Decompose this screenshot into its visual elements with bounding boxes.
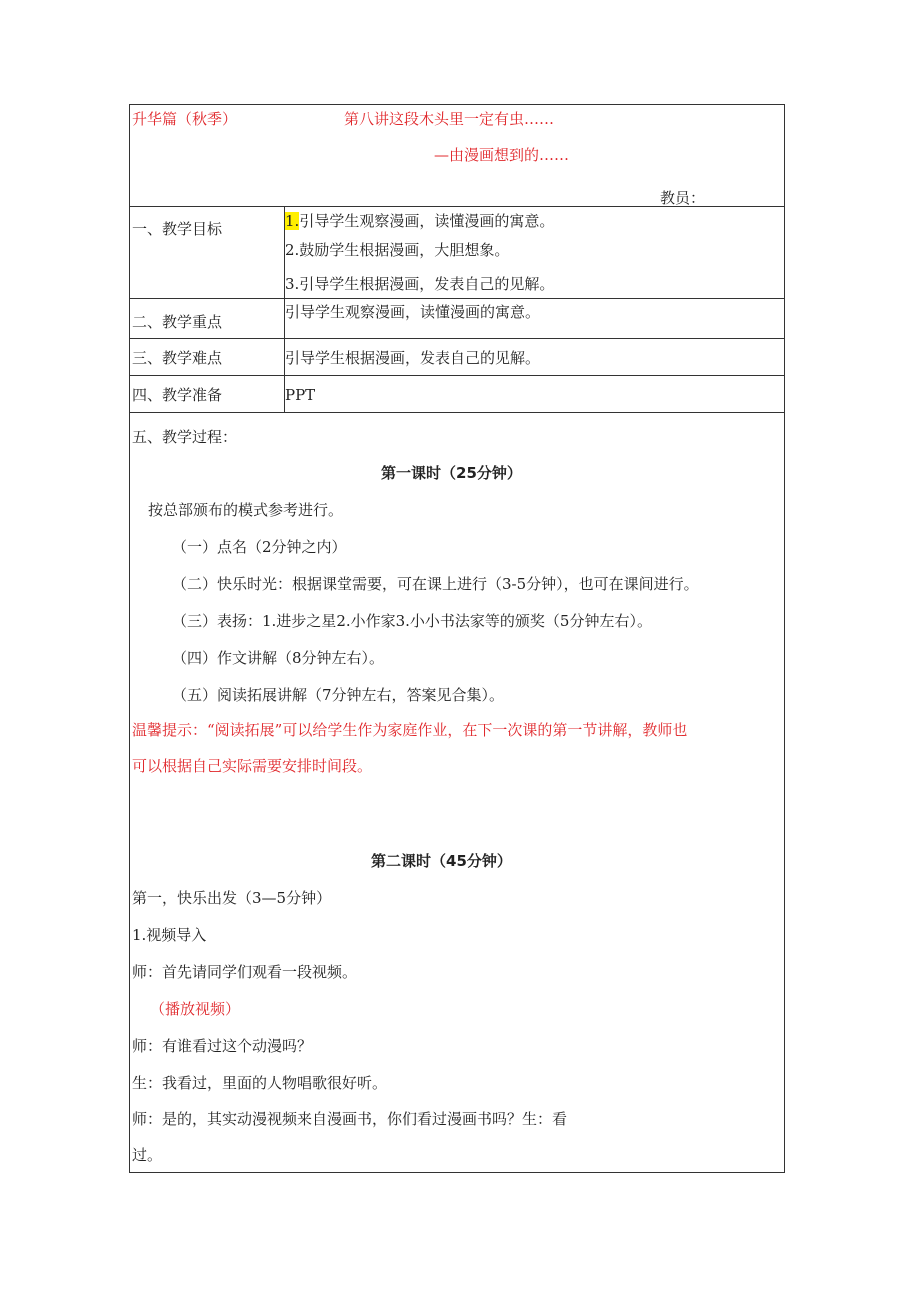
lesson-plan-table	[129, 104, 785, 1173]
keypoint-value: 引导学生观察漫画，读懂漫画的寓意。	[285, 303, 541, 321]
process-heading: 五、教学过程：	[132, 428, 238, 446]
row-divider	[130, 338, 784, 339]
session1-step: （三）表扬：1.进步之星2.小作家3.小小书法家等的颁奖（5分钟左右）。	[172, 612, 652, 630]
session2-stage-note: （播放视频）	[150, 1000, 241, 1018]
session2-line: 1.视频导入	[132, 926, 207, 944]
goal-item	[285, 211, 554, 231]
tip-line: 可以根据自己实际需要安排时间段。	[132, 757, 373, 775]
teacher-label: 教员：	[660, 189, 706, 207]
keypoint-label: 二、教学重点	[132, 313, 223, 331]
lesson-subtitle: —由漫画想到的……	[434, 146, 570, 164]
tip-line: 温馨提示：“阅读拓展”可以给学生作为家庭作业，在下一次课的第一节讲解，教师也	[132, 721, 688, 739]
session2-line: 第一，快乐出发（3—5分钟）	[132, 889, 332, 907]
session2-title: 第二课时（45分钟）	[371, 852, 512, 870]
session1-title: 第一课时（25分钟）	[381, 464, 522, 482]
goal-item: 2.鼓励学生根据漫画，大胆想象。	[285, 241, 510, 259]
goal-item: 3.引导学生根据漫画，发表自己的见解。	[285, 275, 555, 293]
row-divider	[130, 298, 784, 299]
series-label: 升华篇（秋季）	[132, 110, 238, 128]
session1-intro: 按总部颁布的模式参考进行。	[148, 501, 344, 519]
session1-step: （一）点名（2分钟之内）	[172, 538, 347, 556]
session1-step: （四）作文讲解（8分钟左右）。	[172, 649, 385, 667]
session2-line: 生：我看过，里面的人物唱歌很好听。	[132, 1074, 388, 1092]
goal-text: 引导学生观察漫画，读懂漫画的寓意。	[299, 212, 555, 230]
difficulty-value: 引导学生根据漫画，发表自己的见解。	[285, 349, 541, 367]
session1-step: （二）快乐时光：根据课堂需要，可在课上进行（3-5分钟），也可在课间进行。	[172, 575, 699, 593]
row-divider	[130, 375, 784, 376]
goal-marker: 1.	[285, 212, 300, 230]
goals-label: 一、教学目标	[132, 220, 223, 238]
lesson-title: 第八讲这段木头里一定有虫……	[344, 110, 555, 128]
difficulty-label: 三、教学难点	[132, 349, 223, 367]
session2-line: 师：是的，其实动漫视频来自漫画书，你们看过漫画书吗？生：看	[132, 1110, 568, 1128]
session2-line: 师：有谁看过这个动漫吗？	[132, 1037, 313, 1055]
session2-line: 过。	[132, 1146, 163, 1164]
session1-step: （五）阅读拓展讲解（7分钟左右，答案见合集）。	[172, 686, 505, 704]
preparation-value: PPT	[285, 386, 316, 404]
row-divider	[130, 412, 784, 413]
preparation-label: 四、教学准备	[132, 386, 223, 404]
session2-line: 师：首先请同学们观看一段视频。	[132, 963, 358, 981]
